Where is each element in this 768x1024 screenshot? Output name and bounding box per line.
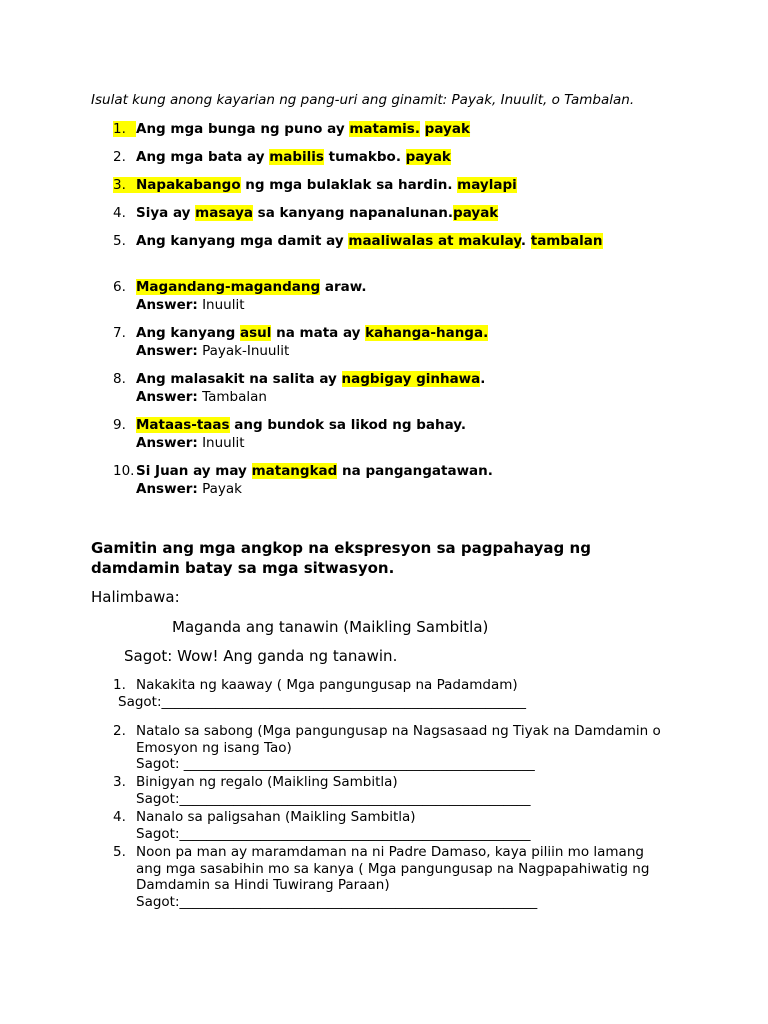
answer-label: Answer: — [136, 435, 198, 451]
exercise-text: Binigyan ng regalo (Maikling Sambitla) — [136, 774, 398, 790]
answer-6 — [136, 297, 245, 313]
sagot-field-1[interactable]: Sagot:______________________________________________________ — [118, 694, 527, 710]
question-number: 4. — [113, 205, 126, 221]
exercise-text: Noon pa man ay maramdaman na ni Padre Damaso, kaya piliin mo lamang — [136, 844, 644, 860]
question-number: 8. — [113, 371, 126, 387]
question-number: 5. — [113, 233, 126, 249]
question-number: 1. — [113, 121, 136, 137]
answer-label: Answer: — [136, 297, 198, 313]
exercise-5-line2: ang mga sasabihin mo sa kanya ( Mga pangungusap na Nagpapahiwatig ng — [136, 861, 650, 877]
question-number: 2. — [113, 149, 126, 165]
question-2: 2. Ang mga bata ay mabilis tumakbo. payak — [113, 149, 451, 165]
highlighted-word: matamis. — [349, 121, 420, 137]
exercise-text: Nakakita ng kaaway ( Mga pangungusap na Padamdam) — [136, 677, 518, 693]
question-4: 4. Siya ay masaya sa kanyang napanalunan.payak — [113, 205, 499, 221]
section-heading: Gamitin ang mga angkop na ekspresyon sa pagpahayag ng damdamin batay sa mga sitwasyon. — [91, 539, 591, 577]
exercise-2-line2: Emosyon ng isang Tao) — [136, 740, 292, 756]
question-number: 6. — [113, 279, 126, 295]
exercise-1 — [113, 677, 518, 693]
answer-label: Answer: — [136, 343, 198, 359]
highlighted-word: Mataas-taas — [136, 417, 230, 433]
sagot-field-3[interactable]: Sagot:____________________________________________________ — [136, 791, 531, 807]
answer-value: Payak — [202, 481, 242, 497]
answer-highlight: payak — [405, 149, 451, 165]
answer-highlight: payak — [424, 121, 470, 137]
question-8: 8. Ang malasakit na salita ay nagbigay ginhawa. — [113, 371, 486, 387]
highlighted-word: Magandang-magandang — [136, 279, 321, 295]
answer-8 — [136, 389, 267, 405]
sagot-field-5[interactable]: Sagot:_____________________________________________________ — [136, 894, 538, 910]
sagot-field-2[interactable]: Sagot: ____________________________________________________ — [136, 756, 535, 772]
exercise-4 — [113, 809, 416, 825]
exercise-number: 3. — [113, 774, 126, 790]
exercise-2 — [113, 723, 661, 739]
highlighted-word: mabilis — [269, 149, 324, 165]
answer-10 — [136, 481, 242, 497]
answer-label: Answer: — [136, 389, 198, 405]
answer-value: Payak-Inuulit — [202, 343, 290, 359]
example-answer: Sagot: Wow! Ang ganda ng tanawin. — [124, 647, 398, 665]
highlighted-word: masaya — [195, 205, 253, 221]
answer-highlight: maylapi — [457, 177, 517, 193]
highlighted-word: Napakabango — [136, 177, 241, 193]
highlighted-word: matangkad — [251, 463, 338, 479]
question-number: 7. — [113, 325, 126, 341]
answer-value: Inuulit — [202, 297, 245, 313]
question-number: 10. — [113, 463, 135, 479]
exercise-number: 2. — [113, 723, 126, 739]
question-number: 9. — [113, 417, 126, 433]
question-3: 3. Napakabango ng mga bulaklak sa hardin. maylapi — [113, 177, 517, 193]
answer-9 — [136, 435, 245, 451]
exercise-5-line3: Damdamin sa Hindi Tuwirang Paraan) — [136, 877, 390, 893]
instruction-text: Isulat kung anong kayarian ng pang-uri ang ginamit: Payak, Inuulit, o Tambalan. — [91, 92, 635, 108]
answer-highlight: payak — [453, 205, 499, 221]
exercise-5 — [113, 844, 644, 860]
question-6: 6. Magandang-magandang araw. — [113, 279, 367, 295]
question-9: 9. Mataas-taas ang bundok sa likod ng bahay. — [113, 417, 466, 433]
highlighted-word: maaliwalas at makulay — [348, 233, 521, 249]
answer-value: Inuulit — [202, 435, 245, 451]
exercise-3 — [113, 774, 398, 790]
answer-7 — [136, 343, 289, 359]
example-text: Maganda ang tanawin (Maikling Sambitla) — [172, 618, 489, 636]
highlighted-word-2: kahanga-hanga. — [365, 325, 489, 341]
exercise-text: Nanalo sa paligsahan (Maikling Sambitla) — [136, 809, 416, 825]
exercise-number: 4. — [113, 809, 126, 825]
answer-highlight: tambalan — [530, 233, 603, 249]
answer-value: Tambalan — [202, 389, 267, 405]
answer-label: Answer: — [136, 481, 198, 497]
exercise-text: Natalo sa sabong (Mga pangungusap na Nagsasaad ng Tiyak na Damdamin o — [136, 723, 661, 739]
highlighted-word: asul — [240, 325, 272, 341]
highlighted-word: nagbigay ginhawa — [341, 371, 481, 387]
sagot-field-4[interactable]: Sagot:____________________________________________________ — [136, 826, 531, 842]
example-label: Halimbawa: — [91, 588, 180, 606]
question-number: 3. — [113, 177, 136, 193]
exercise-number: 1. — [113, 677, 126, 693]
question-5: 5. Ang kanyang mga damit ay maaliwalas at makulay. tambalan — [113, 233, 603, 249]
exercise-number: 5. — [113, 844, 126, 860]
question-10: 10. Si Juan ay may matangkad na pangangatawan. — [113, 463, 493, 479]
question-7: 7. Ang kanyang asul na mata ay kahanga-hanga. — [113, 325, 489, 341]
question-1: 1. Ang mga bunga ng puno ay matamis. payak — [113, 121, 470, 137]
